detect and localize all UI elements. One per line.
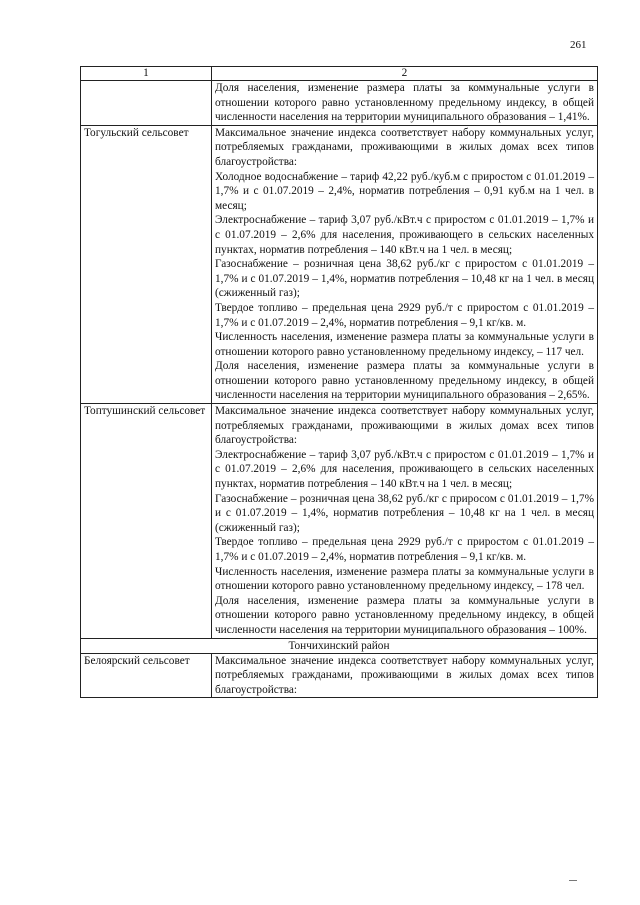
- paragraph: Твердое топливо – предельная цена 2929 руб./т с приростом с 01.01.2019 – 1,7% и с 01.07.2019 – 2,4%, норматив потребления – 9,1 кг/кв. м.: [215, 301, 594, 329]
- scan-mark: [569, 880, 577, 881]
- paragraph: Доля населения, изменение размера платы за коммунальные услуги в отношении которого равно установленному предельному индексу, в общей численности населения на территории муниципального образования – 2,65%.: [215, 360, 594, 402]
- header-col-2: 2: [212, 67, 598, 81]
- paragraph: Доля населения, изменение размера платы за коммунальные услуги в отношении которого равно установленному предельному индексу, в общей численности населения на территории муниципального образования – 100%.: [215, 594, 594, 636]
- index-description: [212, 404, 598, 639]
- paragraph: Максимальное значение индекса соответствует набору коммунальных услуг, потребляемых гражданами, проживающими в жилых домах всех типов благоустройства:: [215, 405, 594, 447]
- paragraph: Максимальное значение индекса соответствует набору коммунальных услуг, потребляемых гражданами, проживающими в жилых домах всех типов благоустройства:: [215, 126, 594, 168]
- paragraph: Холодное водоснабжение – тариф 42,22 руб./куб.м с приростом с 01.01.2019 – 1,7% и с 01.07.2019 – 2,4%, норматив потребления – 0,91 куб.м на 1 чел. в месяц;: [215, 170, 594, 212]
- paragraph: Численность населения, изменение размера платы за коммунальные услуги в отношении которого равно установленному предельному индексу, – 178 чел.: [215, 565, 594, 593]
- index-table: [80, 66, 598, 698]
- paragraph: Доля населения, изменение размера платы за коммунальные услуги в отношении которого равно установленному предельному индексу, в общей численности населения на территории муниципального образования – 1,41%.: [215, 82, 594, 124]
- municipality-name: Белоярский сельсовет: [81, 653, 212, 698]
- municipality-name: [81, 81, 212, 126]
- table-row: [81, 653, 598, 698]
- table-row: [81, 81, 598, 126]
- page-number: 261: [570, 39, 587, 51]
- index-description: [212, 125, 598, 403]
- paragraph: Численность населения, изменение размера платы за коммунальные услуги в отношении которого равно установленному предельному индексу, – 117 чел.: [215, 331, 594, 358]
- index-description: [212, 81, 598, 126]
- table-row: [81, 404, 598, 639]
- district-heading: Тончихинский район: [81, 638, 598, 653]
- district-row: [81, 638, 598, 653]
- index-description: [212, 653, 598, 698]
- paragraph: Газоснабжение – розничная цена 38,62 руб./кг с приросом с 01.01.2019 – 1,7% и с 01.07.2019 – 1,4%, норматив потребления – 10,48 кг на 1 чел. в месяц (сжиженный газ);: [215, 492, 594, 534]
- paragraph: Электроснабжение – тариф 3,07 руб./кВт.ч с приростом с 01.01.2019 – 1,7% и с 01.07.2019 – 2,6% для населения, проживающего в сельских населенных пунктах, норматив потребления – 140 кВт.ч на 1 чел. в месяц;: [215, 214, 594, 256]
- table-row: [81, 125, 598, 403]
- municipality-name: Тогульский сельсовет: [81, 125, 212, 403]
- paragraph: Твердое топливо – предельная цена 2929 руб./т с приростом с 01.01.2019 – 1,7% и с 01.07.2019 – 2,4%, норматив потребления – 9,1 кг/кв. м.: [215, 536, 594, 563]
- paragraph: Электроснабжение – тариф 3,07 руб./кВт.ч с приростом с 01.01.2019 – 1,7% и с 01.07.2019 – 2,6% для населения, проживающего в сельских населенных пунктах, норматив потребления – 140 кВт.ч на 1 чел. в месяц;: [215, 448, 594, 491]
- header-col-1: 1: [81, 67, 212, 81]
- municipality-name: Топтушинский сельсовет: [81, 404, 212, 639]
- table-header-row: [81, 67, 598, 81]
- paragraph: Газоснабжение – розничная цена 38,62 руб./кг с приростом с 01.01.2019 – 1,7% и с 01.07.2019 – 1,4%, норматив потребления – 10,48 кг на 1 чел. в месяц (сжиженный газ);: [215, 258, 594, 300]
- paragraph: Максимальное значение индекса соответствует набору коммунальных услуг, потребляемых гражданами, проживающими в жилых домах всех типов благоустройства:: [215, 654, 594, 696]
